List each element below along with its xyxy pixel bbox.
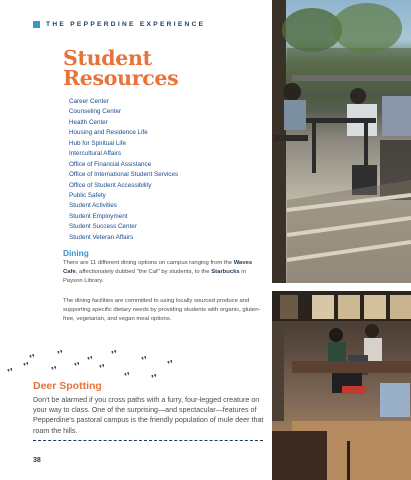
hoofprint-icon: ❜❜ bbox=[110, 348, 120, 360]
list-item: Housing and Residence Life bbox=[69, 129, 148, 137]
dining-text: in Payson Library. bbox=[63, 268, 246, 284]
starbucks-counter-photo bbox=[272, 291, 411, 480]
starbucks-name: Starbucks bbox=[211, 268, 240, 275]
hoofprint-icon: ❜❜ bbox=[140, 354, 150, 366]
section-header bbox=[33, 21, 205, 28]
list-item: Office of Student Accessibility bbox=[69, 181, 152, 189]
hoofprint-icon: ❜❜ bbox=[98, 362, 108, 374]
hoofprint-icon: ❜❜ bbox=[166, 358, 176, 370]
list-item: Office of International Student Services bbox=[69, 171, 179, 179]
list-item: Office of Financial Assistance bbox=[69, 160, 152, 168]
list-item: Health Center bbox=[69, 118, 108, 126]
list-item: Student Employment bbox=[69, 212, 128, 220]
list-item: Career Center bbox=[69, 98, 109, 105]
hoofprint-icon: ❜❜ bbox=[22, 360, 32, 372]
deer-heading: Deer Spotting bbox=[33, 380, 102, 392]
students-outdoor-cafe-photo bbox=[272, 0, 411, 283]
waves-cafe-name: Waves Cafe bbox=[63, 260, 253, 275]
cafe-photo-shapes bbox=[272, 0, 411, 283]
dining-paragraph-1 bbox=[63, 259, 263, 286]
hoofprint-icon: ❜❜ bbox=[6, 366, 16, 378]
dining-paragraph-2: The dining facilities are committed to using locally sourced produce and supporting specific dietary needs by providing students with organic, gluten-free, vegetarian, and vegan meal options. bbox=[63, 298, 261, 322]
list-item: Intercultural Affairs bbox=[69, 150, 122, 158]
page-title bbox=[63, 48, 178, 88]
hoofprint-icon: ❜❜ bbox=[56, 348, 66, 360]
hoofprint-icon: ❜❜ bbox=[86, 354, 96, 366]
dining-text: , affectionately dubbed "the Caf" by students, to the bbox=[75, 268, 212, 275]
list-item: Public Safety bbox=[69, 191, 106, 199]
dining-heading: Dining bbox=[63, 248, 89, 258]
list-item: Student Activities bbox=[69, 202, 117, 210]
hoofprint-icon: ❜❜ bbox=[150, 372, 160, 384]
hoofprint-icon: ❜❜ bbox=[50, 364, 60, 376]
list-item: Counseling Center bbox=[69, 108, 122, 116]
title-line-2: Resources bbox=[63, 66, 179, 90]
title-line-1: Student bbox=[63, 46, 152, 70]
resources-list bbox=[69, 97, 178, 243]
header-label: THE PEPPERDINE EXPERIENCE bbox=[46, 21, 206, 28]
hoofprint-icon: ❜❜ bbox=[28, 352, 38, 364]
page-number: 38 bbox=[33, 457, 41, 464]
deer-paragraph: Don't be alarmed if you cross paths with a furry, four-legged creature on your way to class. One of the surprising—and spectacular—features of Pepperdine's pastoral campus is the friendly population of mule deer that roam the hills. bbox=[33, 396, 264, 435]
dining-text: There are 11 different dining options on campus ranging from the bbox=[63, 260, 234, 266]
hoofprint-icon: ❜❜ bbox=[73, 360, 83, 372]
starbucks-photo-shapes bbox=[272, 291, 411, 480]
hoofprint-icon: ❜❜ bbox=[123, 370, 133, 382]
dashed-divider bbox=[33, 440, 263, 441]
list-item: Hub for Spiritual Life bbox=[69, 139, 127, 147]
list-item: Student Veteran Affairs bbox=[69, 233, 134, 241]
header-square-icon bbox=[33, 21, 40, 28]
list-item: Student Success Center bbox=[69, 223, 137, 231]
